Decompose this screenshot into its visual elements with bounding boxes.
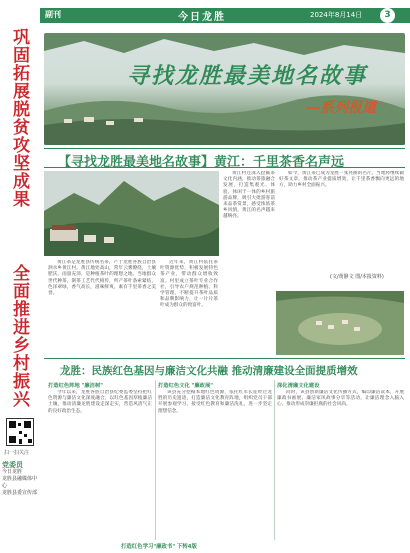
headline-text: 【寻找龙胜最美地名故事】黄江：千里茶香名声远 [58, 155, 345, 170]
article-headline [44, 148, 405, 168]
credits-line: 龙胜县委宣传部 [2, 490, 38, 496]
hero-title: 寻找龙胜最美地名故事 [127, 63, 368, 89]
article-paragraph: 如今，黄江茶已成为龙胜一张亮丽的名片。当地将继续做好茶文章，推动茶产业提质增效，让千里茶香飘向更远的地方，助力乡村全面振兴。 [279, 171, 404, 189]
page-number: 3 [380, 8, 395, 23]
village-photo [44, 171, 219, 256]
article-paragraph: 近年来，黄江村依托茶叶资源优势，积极发展特色茶产业，带动群众增收致富。村里成立茶叶专业合作社，引导农户规范种植、科学管理，不断提升茶叶品质和品牌影响力，让一片片茶叶成为群众的致富叶。 [160, 260, 218, 309]
subhead: 打造红色文化 "廉政展" [158, 383, 214, 389]
village-photo-art [44, 171, 219, 256]
article-signature: (文/黄静文 图/本报资料) [330, 274, 384, 280]
credits-line: 今日龙胜 [2, 469, 23, 475]
article-column [160, 260, 218, 355]
masthead [0, 0, 410, 26]
article-paragraph: 今年以来，龙胜各族自治县纪委监委坚持把红色资源与廉洁文化深度融合，以红色基因厚植廉洁土壤，推动清廉龙胜建设走深走实，营造风清气正的良好政治生态。 [48, 390, 152, 414]
article-column [223, 171, 275, 355]
issue-date: 2024年8月14日 [310, 11, 363, 19]
article-column [158, 390, 272, 538]
terrace-photo [276, 291, 404, 355]
credits-brand: 党委员 [2, 461, 23, 469]
terrace-photo-art [276, 291, 404, 355]
article-paragraph: 黄江村还深入挖掘茶文化内涵，推动茶旅融合发展，打造集观光、体验、休闲于一体的乡村旅游品牌，吸引大批游客前来品茶赏景，感受浓浓茶乡风情，黄江的名声越来越响亮。 [223, 171, 275, 220]
editor-credits [2, 462, 40, 497]
column-divider [155, 380, 156, 540]
section-label: 副刊 [45, 10, 61, 19]
article-column [277, 390, 404, 538]
article-column [48, 390, 152, 538]
credits-line: 龙胜县融媒体中心 [2, 476, 38, 489]
qr-code[interactable] [6, 418, 34, 446]
article-paragraph: 该县充分挖掘本地红色资源，依托红军长征经过龙胜的历史遗迹，打造廉洁文化教育阵地，组织党员干部开展参观学习，接受红色教育和廉洁洗礼，进一步坚定理想信念。 [158, 390, 272, 414]
article-paragraph: 同时，该县创新廉洁文化传播方式，编印廉洁读本，开展廉政书画展、廉洁家风故事分享等活动，让廉洁理念入脑入心，推动形成崇廉拒腐的社会风尚。 [277, 390, 404, 408]
article-column [48, 260, 156, 355]
slogan-upper: 巩固拓展脱贫攻坚成果 [9, 28, 29, 208]
subhead: 深化清廉文化建设 [277, 383, 320, 389]
hero-subtitle: —系列报道 [306, 100, 376, 116]
second-headline [44, 358, 405, 376]
subhead: 打造红色阵地 "廉洁树" [48, 383, 104, 389]
paper-name: 今日龙胜 [178, 12, 226, 23]
hero-banner [44, 33, 405, 145]
second-headline-text: 龙胜：民族红色基因与廉洁文化共融 推动清廉建设全面提质增效 [60, 365, 358, 377]
article-paragraph: 黄江茶是龙胜县传统名茶，产于龙胜各族自治县泗水乡黄江村。黄江地处高山，常年云雾缭绕，土壤肥沃，雨量充沛，是种植茶叶的理想之地。当地群众世代种茶，制茶工艺代代相传，所产茶叶条索紧结，色泽翠绿，香气高长，滋味鲜爽，素有千里茶香之美誉。 [48, 260, 156, 297]
article-column [279, 171, 404, 271]
continued-note: 打造红色学习"廉政书" 下转4版 [121, 544, 197, 550]
qr-caption: 扫一扫关注 [4, 450, 30, 456]
slogan-lower: 全面推进乡村振兴 [9, 264, 29, 408]
column-divider [274, 380, 275, 540]
